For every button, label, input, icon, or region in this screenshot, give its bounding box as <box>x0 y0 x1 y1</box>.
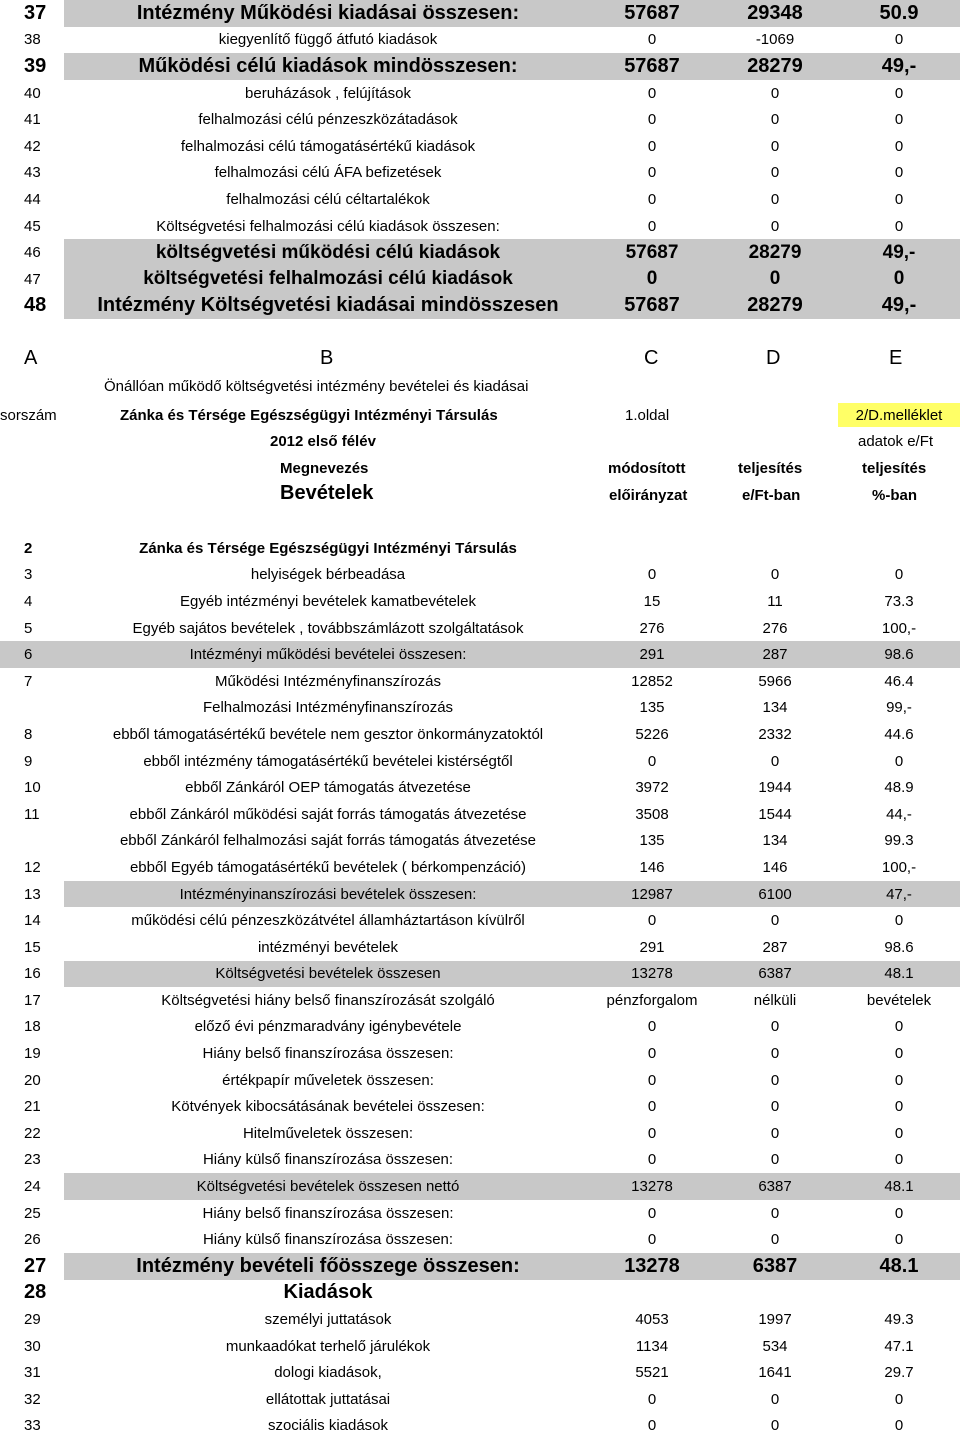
table-row <box>0 213 960 240</box>
row-name: Költségvetési bevételek összesen nettó <box>196 1178 460 1196</box>
value-modified: 0 <box>647 566 657 584</box>
value-completed: 1944 <box>758 779 792 797</box>
table-row <box>0 1253 960 1280</box>
row-name: intézményi bevételek <box>257 938 399 956</box>
table-row <box>0 80 960 107</box>
value-percent: 0 <box>894 111 904 129</box>
value-modified: 276 <box>639 619 665 637</box>
value-completed: 28279 <box>747 294 803 317</box>
value-completed: 0 <box>770 137 780 155</box>
value-modified: pénzforgalom <box>606 991 698 1009</box>
row-name: költségvetési felhalmozási célú kiadások <box>143 268 513 290</box>
bevetelek-header: Bevételek <box>280 482 374 504</box>
value-modified: 0 <box>646 268 658 290</box>
megnevezes-header: Megnevezés <box>280 460 369 477</box>
row-name: Intézményi működési bevételei összesen: <box>189 646 467 664</box>
table-row <box>0 1200 960 1227</box>
value-completed: 0 <box>769 268 781 290</box>
table-row <box>0 854 960 881</box>
table-row <box>0 1040 960 1067</box>
row-name: ebből Egyéb támogatásértékű bevételek ( bérkompenzáció) <box>129 858 527 876</box>
table-row <box>0 1093 960 1120</box>
row-name: Működési Intézményfinanszírozás <box>215 672 441 690</box>
row-name: Hiány belső finanszírozása összesen: <box>202 1045 454 1063</box>
row-name: Költségvetési bevételek összesen <box>215 965 441 983</box>
value-completed: -1069 <box>755 31 795 49</box>
table-row <box>0 1014 960 1041</box>
row-number: 47 <box>24 270 41 288</box>
value-modified: 0 <box>647 190 657 208</box>
value-modified: 0 <box>647 1151 657 1169</box>
value-percent: 49.3 <box>884 1311 914 1329</box>
row-name: ebből Zánkáról OEP támogatás átvezetése <box>185 779 471 797</box>
value-completed: 0 <box>770 84 780 102</box>
table-row <box>0 907 960 934</box>
value-modified: 0 <box>647 1124 657 1142</box>
value-percent: 0 <box>894 190 904 208</box>
table-row <box>0 668 960 695</box>
value-completed <box>712 1280 838 1307</box>
value-completed: 146 <box>762 858 788 876</box>
row-number: 26 <box>24 1231 41 1249</box>
row-name: Hiány külső finanszírozása összesen: <box>202 1231 454 1249</box>
value-completed: 1641 <box>758 1364 792 1382</box>
row-name: felhalmozási célú támogatásértékű kiadások <box>180 137 476 155</box>
value-completed: 2332 <box>758 725 792 743</box>
value-percent: 29.7 <box>884 1364 914 1382</box>
table-row <box>0 106 960 133</box>
header-block <box>0 345 960 510</box>
teljesites-header-d: teljesítés <box>738 460 803 477</box>
value-modified: 0 <box>647 1204 657 1222</box>
table-row <box>0 53 960 80</box>
table-row <box>0 1147 960 1174</box>
row-number: 20 <box>24 1071 41 1089</box>
value-completed: nélküli <box>753 991 797 1009</box>
value-completed: 6387 <box>758 965 792 983</box>
eloiranyzat-header: előirányzat <box>609 487 688 504</box>
value-modified: 0 <box>647 1231 657 1249</box>
row-name: Intézményinanszírozási bevételek összesen: <box>179 885 477 903</box>
value-percent <box>838 535 960 562</box>
value-percent: 48.1 <box>884 965 914 983</box>
col-letter-d: D <box>766 347 781 369</box>
value-percent: 47,- <box>886 885 912 903</box>
row-name: ebből intézmény támogatásértékű bevételei kistérségtől <box>143 752 513 770</box>
table-row <box>0 1120 960 1147</box>
row-name: Kötvények kibocsátásának bevételei összesen: <box>171 1098 485 1116</box>
value-percent: 0 <box>894 1124 904 1142</box>
value-percent: 0 <box>894 1151 904 1169</box>
row-name: ebből Zánkáról működési saját forrás támogatás átvezetése <box>129 805 527 823</box>
row-name: személyi juttatások <box>264 1311 392 1329</box>
row-number: 14 <box>24 912 41 930</box>
col-letter-c: C <box>644 347 659 369</box>
row-number: 2 <box>24 539 33 557</box>
col-letter-a: A <box>24 347 38 369</box>
row-number: 7 <box>24 672 33 690</box>
value-percent: 0 <box>894 752 904 770</box>
value-completed: 0 <box>770 164 780 182</box>
table-row <box>0 0 960 27</box>
value-modified: 146 <box>639 858 665 876</box>
value-modified: 0 <box>647 1390 657 1408</box>
value-modified: 57687 <box>625 241 679 263</box>
value-percent: 0 <box>894 912 904 930</box>
row-number: 22 <box>24 1124 41 1142</box>
value-percent: 50.9 <box>879 1 919 24</box>
value-percent: 99,- <box>886 699 912 717</box>
value-completed: 11 <box>767 592 783 610</box>
revenue-table <box>0 535 960 1439</box>
row-number: 11 <box>24 805 40 823</box>
table-row <box>0 588 960 615</box>
value-completed: 28279 <box>747 54 803 77</box>
row-number <box>0 828 60 855</box>
value-modified: 135 <box>639 832 665 850</box>
row-number: 38 <box>24 31 41 49</box>
value-percent: 44.6 <box>884 725 914 743</box>
row-number: 10 <box>24 779 41 797</box>
value-completed: 0 <box>770 1204 780 1222</box>
row-number: 33 <box>24 1417 41 1435</box>
row-name: Kiadások <box>283 1281 373 1304</box>
value-completed: 5966 <box>758 672 792 690</box>
row-number: 13 <box>24 885 41 903</box>
row-number: 17 <box>24 991 41 1009</box>
value-modified: 0 <box>647 752 657 770</box>
value-percent: 100,- <box>881 619 917 637</box>
row-name: Hitelműveletek összesen: <box>242 1124 414 1142</box>
value-completed: 6387 <box>758 1178 792 1196</box>
row-name: Egyéb sajátos bevételek , továbbszámlázott szolgáltatások <box>132 619 524 637</box>
value-modified: 0 <box>647 164 657 182</box>
value-completed: 6100 <box>758 885 792 903</box>
table-row <box>0 774 960 801</box>
row-number: 30 <box>24 1337 41 1355</box>
value-completed: 134 <box>762 832 788 850</box>
value-modified <box>592 535 712 562</box>
value-modified: 0 <box>647 1071 657 1089</box>
table-row <box>0 748 960 775</box>
row-number: 39 <box>24 54 47 77</box>
page-label: 1.oldal <box>625 407 670 424</box>
row-name: munkaadókat terhelő járulékok <box>225 1337 431 1355</box>
row-number: 42 <box>24 137 41 155</box>
institution-title: Zánka és Térsége Egészségügyi Intézményi Társulás <box>120 407 498 424</box>
modositott-header: módosított <box>608 460 686 477</box>
value-percent: 0 <box>894 1098 904 1116</box>
table-row <box>0 987 960 1014</box>
value-modified: 0 <box>647 31 657 49</box>
row-number: 23 <box>24 1151 41 1169</box>
value-percent: 0 <box>894 1045 904 1063</box>
value-percent: 99.3 <box>884 832 914 850</box>
value-completed: 0 <box>770 1098 780 1116</box>
row-number: 21 <box>24 1098 41 1116</box>
value-percent: 0 <box>894 31 904 49</box>
table-row <box>0 881 960 908</box>
table-row <box>0 1173 960 1200</box>
row-number: 37 <box>24 1 47 24</box>
value-percent: 48.9 <box>884 779 914 797</box>
value-percent: 0 <box>894 566 904 584</box>
value-completed: 29348 <box>747 1 803 24</box>
table-row <box>0 1359 960 1386</box>
table-row <box>0 535 960 562</box>
value-percent: 49,- <box>881 54 917 77</box>
row-name: értékpapír műveletek összesen: <box>222 1071 434 1089</box>
value-completed: 0 <box>770 1045 780 1063</box>
row-number: 40 <box>24 84 41 102</box>
value-percent: 73.3 <box>884 592 914 610</box>
value-percent: 0 <box>894 1018 904 1036</box>
row-number: 3 <box>24 566 33 584</box>
table-row <box>0 133 960 160</box>
table-row <box>0 27 960 54</box>
value-modified: 0 <box>647 217 657 235</box>
table-row <box>0 1067 960 1094</box>
row-name: beruházások , felújítások <box>245 84 411 102</box>
value-completed: 1997 <box>758 1311 792 1329</box>
teljesites-header-e: teljesítés <box>862 460 927 477</box>
value-completed: 28279 <box>748 241 802 263</box>
value-modified: 0 <box>647 1045 657 1063</box>
value-percent: 49,- <box>881 294 917 317</box>
value-percent: bevételek <box>866 991 932 1009</box>
value-completed: 0 <box>770 1390 780 1408</box>
table-row <box>0 186 960 213</box>
value-modified: 13278 <box>631 965 673 983</box>
row-number: 41 <box>24 111 41 129</box>
row-name: ebből Zánkáról felhalmozási saját forrás támogatás átvezetése <box>119 832 537 850</box>
row-name: helyiségek bérbeadása <box>250 566 406 584</box>
value-percent: 0 <box>894 1390 904 1408</box>
value-modified: 3508 <box>635 805 669 823</box>
value-completed: 0 <box>770 1151 780 1169</box>
row-name: Hiány belső finanszírozása összesen: <box>202 1204 454 1222</box>
row-number: 12 <box>24 858 41 876</box>
table-row <box>0 1333 960 1360</box>
value-modified: 5521 <box>635 1364 669 1382</box>
value-modified: 291 <box>639 938 665 956</box>
value-percent: 0 <box>893 268 905 290</box>
value-completed: 0 <box>770 912 780 930</box>
row-name: szociális kiadások <box>267 1417 389 1435</box>
value-completed: 0 <box>770 190 780 208</box>
row-number: 29 <box>24 1311 41 1329</box>
value-percent: 0 <box>894 1204 904 1222</box>
value-percent: 0 <box>894 217 904 235</box>
col-letter-b: B <box>320 347 334 369</box>
sorszam-label: sorszám <box>0 407 57 424</box>
value-completed: 0 <box>770 1417 780 1435</box>
value-modified: 1134 <box>635 1337 669 1355</box>
col-letter-e: E <box>889 347 903 369</box>
value-percent: 44,- <box>886 805 912 823</box>
row-name: működési célú pénzeszközátvétel államháztartáson kívülről <box>131 912 525 930</box>
row-name: Zánka és Térsége Egészségügyi Intézményi Társulás <box>139 539 517 557</box>
value-completed: 0 <box>770 1018 780 1036</box>
row-number: 4 <box>24 592 33 610</box>
row-number: 32 <box>24 1390 41 1408</box>
table-row <box>0 1280 960 1307</box>
value-completed: 0 <box>770 1071 780 1089</box>
value-percent: 0 <box>894 1071 904 1089</box>
value-completed: 0 <box>770 752 780 770</box>
row-name: Költségvetési felhalmozási célú kiadások összesen: <box>156 217 500 235</box>
value-percent: 0 <box>894 164 904 182</box>
row-number: 44 <box>24 190 41 208</box>
value-percent <box>838 1280 960 1307</box>
value-modified: 4053 <box>635 1311 669 1329</box>
value-percent: 0 <box>894 84 904 102</box>
value-percent: 98.6 <box>884 646 914 664</box>
value-completed: 287 <box>762 938 788 956</box>
row-name: Intézmény Költségvetési kiadásai mindösszesen <box>97 294 559 317</box>
table-row <box>0 615 960 642</box>
row-number: 28 <box>24 1281 47 1304</box>
value-percent: 98.6 <box>884 938 914 956</box>
value-modified: 0 <box>647 111 657 129</box>
row-number: 25 <box>24 1204 41 1222</box>
row-name: Intézmény bevételi főösszege összesen: <box>136 1254 520 1277</box>
value-modified <box>592 1280 712 1307</box>
row-number: 8 <box>24 725 33 743</box>
value-percent: 47.1 <box>884 1337 914 1355</box>
row-name: kiegyenlítő függő átfutó kiadások <box>218 31 438 49</box>
value-completed: 287 <box>762 646 788 664</box>
value-completed: 134 <box>762 699 788 717</box>
value-modified: 0 <box>647 1098 657 1116</box>
table-row <box>0 695 960 722</box>
table-row <box>0 293 960 320</box>
row-number: 45 <box>24 217 41 235</box>
value-completed: 534 <box>762 1337 788 1355</box>
value-modified: 13278 <box>631 1178 673 1196</box>
value-percent: 48.1 <box>884 1178 914 1196</box>
value-percent: 46.4 <box>884 672 914 690</box>
row-number: 46 <box>24 244 41 262</box>
value-completed <box>712 535 838 562</box>
row-number: 24 <box>24 1178 41 1196</box>
row-name: ebből támogatásértékű bevétele nem gesztor önkormányzatoktól <box>112 725 544 743</box>
value-percent: 0 <box>894 137 904 155</box>
expenditure-summary-table <box>0 0 960 319</box>
value-modified: 5226 <box>635 725 669 743</box>
value-completed: 0 <box>770 111 780 129</box>
row-name: Intézmény Működési kiadásai összesen: <box>136 1 520 24</box>
period-label: 2012 első félév <box>270 433 376 450</box>
value-modified: 0 <box>647 84 657 102</box>
row-name: Felhalmozási Intézményfinanszírozás <box>202 699 454 717</box>
row-number: 43 <box>24 164 41 182</box>
value-completed: 0 <box>770 217 780 235</box>
table-row <box>0 828 960 855</box>
value-percent: 100,- <box>881 858 917 876</box>
table-row <box>0 961 960 988</box>
table-row <box>0 1226 960 1253</box>
value-modified: 291 <box>639 646 665 664</box>
row-name: felhalmozási célú céltartalékok <box>226 190 430 208</box>
value-modified: 0 <box>647 1417 657 1435</box>
value-completed: 1544 <box>758 805 792 823</box>
row-name: Egyéb intézményi bevételek kamatbevételek <box>179 592 476 610</box>
value-completed: 6387 <box>752 1254 798 1277</box>
value-percent: 0 <box>894 1417 904 1435</box>
value-modified: 12987 <box>631 885 673 903</box>
value-percent: 48.1 <box>879 1254 919 1277</box>
row-name: költségvetési működési célú kiadások <box>155 241 501 263</box>
row-number: 5 <box>24 619 33 637</box>
eft-header: e/Ft-ban <box>742 487 801 504</box>
row-name: ellátottak juttatásai <box>265 1390 391 1408</box>
value-modified: 0 <box>647 1018 657 1036</box>
table-row <box>0 801 960 828</box>
table-row <box>0 1413 960 1439</box>
row-name: Működési célú kiadások mindösszesen: <box>138 54 518 77</box>
table-row <box>0 641 960 668</box>
value-completed: 276 <box>762 619 788 637</box>
row-number: 48 <box>24 294 47 317</box>
row-number: 9 <box>24 752 33 770</box>
pct-header: %-ban <box>872 487 917 504</box>
row-number: 19 <box>24 1045 41 1063</box>
row-number: 16 <box>24 965 41 983</box>
row-number: 15 <box>24 938 41 956</box>
value-modified: 3972 <box>635 779 669 797</box>
row-name: Hiány külső finanszírozása összesen: <box>202 1151 454 1169</box>
value-modified: 12852 <box>631 672 673 690</box>
table-row <box>0 1306 960 1333</box>
row-name: előző évi pénzmaradvány igénybevétele <box>194 1018 462 1036</box>
value-completed: 0 <box>770 1231 780 1249</box>
row-name: felhalmozási célú pénzeszközátadások <box>198 111 458 129</box>
row-number: 6 <box>24 646 33 664</box>
row-number: 18 <box>24 1018 41 1036</box>
table-row <box>0 721 960 748</box>
value-modified: 0 <box>647 912 657 930</box>
value-percent: 0 <box>894 1231 904 1249</box>
value-modified: 0 <box>647 137 657 155</box>
value-completed: 0 <box>770 1124 780 1142</box>
row-number <box>0 695 60 722</box>
table-row <box>0 562 960 589</box>
row-number: 27 <box>24 1254 47 1277</box>
row-name: Költségvetési hiány belső finanszírozását szolgáló <box>161 991 495 1009</box>
row-name: felhalmozási célú ÁFA befizetések <box>214 164 442 182</box>
table-row <box>0 239 960 266</box>
row-name: dologi kiadások, <box>274 1364 382 1382</box>
value-modified: 57687 <box>624 54 680 77</box>
value-modified: 135 <box>639 699 665 717</box>
subtitle: Önállóan működő költségvetési intézmény bevételei és kiadásai <box>104 378 529 395</box>
units-label: adatok e/Ft <box>858 433 934 450</box>
table-row <box>0 266 960 293</box>
annex-label: 2/D.melléklet <box>838 403 960 427</box>
table-row <box>0 160 960 187</box>
value-modified: 15 <box>643 592 661 610</box>
value-modified: 57687 <box>624 294 680 317</box>
table-row <box>0 1386 960 1413</box>
value-completed: 0 <box>770 566 780 584</box>
table-row <box>0 934 960 961</box>
row-number: 31 <box>24 1364 41 1382</box>
value-modified: 13278 <box>624 1254 680 1277</box>
value-percent: 49,- <box>882 241 916 263</box>
value-modified: 57687 <box>624 1 680 24</box>
